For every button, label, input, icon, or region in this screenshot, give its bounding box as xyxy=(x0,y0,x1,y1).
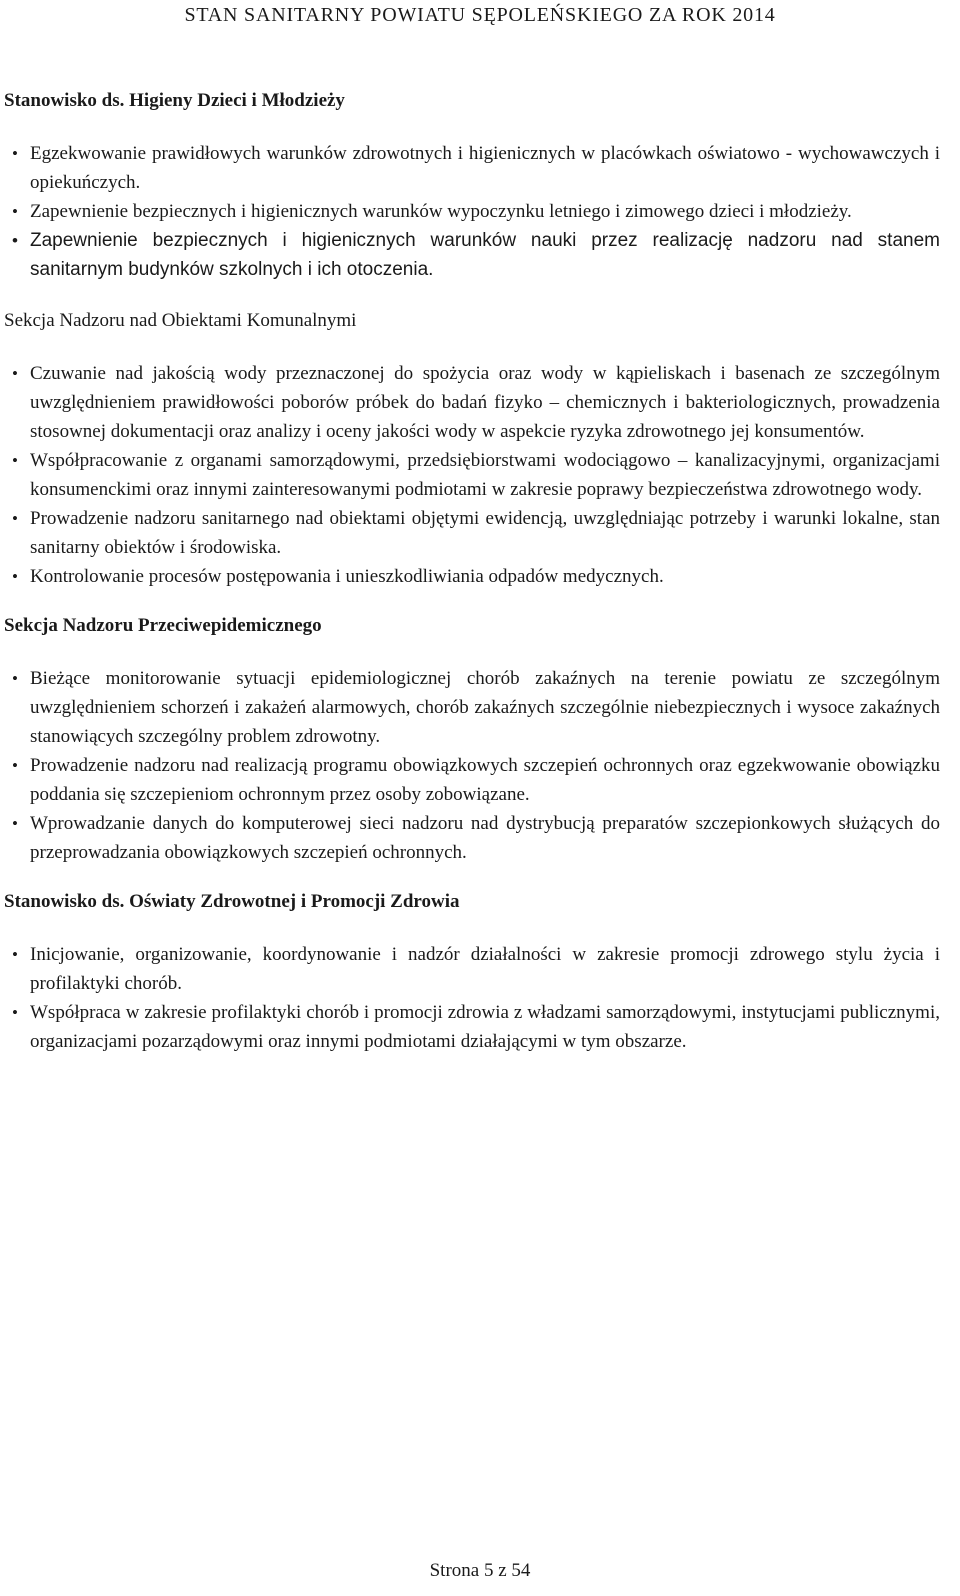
section-title: Stanowisko ds. Higieny Dzieci i Młodzieży xyxy=(4,90,345,111)
bullet-icon: • xyxy=(12,144,18,163)
bullet-icon: • xyxy=(12,945,18,964)
list-item: • Kontrolowanie procesów postępowania i unieszkodliwiania odpadów medycznych. xyxy=(4,562,940,591)
section-higiena-dzieci xyxy=(4,86,940,284)
section-przeciwepidemiczny xyxy=(4,611,940,867)
list-item: • Prowadzenie nadzoru sanitarnego nad obiektami objętymi ewidencją, uwzględniając potrzeby i warunki lokalne, stan sanitarny obiektów i środowiska. xyxy=(4,504,940,562)
bullet-list xyxy=(4,940,940,1056)
list-item: • Egzekwowanie prawidłowych warunków zdrowotnych i higienicznych w placówkach oświatowo - wychowawczych i opiekuńczych. xyxy=(4,139,940,197)
document-body xyxy=(4,86,940,1070)
list-item: • Współpraca w zakresie profilaktyki chorób i promocji zdrowia z władzami samorządowymi, instytucjami publicznymi, organizacjami pozarządowymi oraz innymi podmiotami działającymi w tym obszarze. xyxy=(4,998,940,1056)
bullet-icon: • xyxy=(12,669,18,688)
list-item: • Czuwanie nad jakością wody przeznaczonej do spożycia oraz wody w kąpieliskach i basenach ze szczególnym uwzględnieniem prawidłowości poborów próbek do badań fizyko – chemicznych i bakteriologicznych, prowadzenia stosownej dokumentacji oraz analizy i oceny jakości wody w aspekcie ryzyka zdrowotnego jej konsumentów. xyxy=(4,359,940,446)
list-item: • Współpracowanie z organami samorządowymi, przedsiębiorstwami wodociągowo – kanalizacyjnymi, organizacjami konsumenckimi oraz innymi zainteresowanymi podmiotami w zakresie poprawy bezpieczeństwa zdrowotnego wody. xyxy=(4,446,940,504)
bullet-icon: • xyxy=(12,1003,18,1022)
bullet-icon: • xyxy=(12,567,18,586)
bullet-list xyxy=(4,226,940,284)
section-title: Sekcja Nadzoru Przeciwepidemicznego xyxy=(4,615,322,636)
list-item: • Zapewnienie bezpiecznych i higienicznych warunków nauki przez realizację nadzoru nad stanem sanitarnym budynków szkolnych i ich otoczenia. xyxy=(4,226,940,284)
page-number: Strona 5 z 54 xyxy=(429,1560,531,1581)
bullet-list xyxy=(4,359,940,591)
section-oswiata-zdrowotna xyxy=(4,887,940,1056)
list-item: • Prowadzenie nadzoru nad realizacją programu obowiązkowych szczepień ochronnych oraz egzekwowanie obowiązku poddania się szczepieniom ochronnym przez osoby zobowiązane. xyxy=(4,751,940,809)
bullet-list xyxy=(4,139,940,226)
bullet-icon: • xyxy=(12,814,18,833)
bullet-icon: • xyxy=(12,451,18,470)
section-title: Stanowisko ds. Oświaty Zdrowotnej i Promocji Zdrowia xyxy=(4,891,460,912)
section-title: Sekcja Nadzoru nad Obiektami Komunalnymi xyxy=(4,310,357,331)
list-item: • Wprowadzanie danych do komputerowej sieci nadzoru nad dystrybucją preparatów szczepionkowych służących do przeprowadzania obowiązkowych szczepień ochronnych. xyxy=(4,809,940,867)
bullet-icon: • xyxy=(12,231,18,250)
section-obiekty-komunalne xyxy=(4,306,940,591)
bullet-icon: • xyxy=(12,202,18,221)
list-item: • Zapewnienie bezpiecznych i higienicznych warunków wypoczynku letniego i zimowego dzieci i młodzieży. xyxy=(4,197,940,226)
list-item: • Inicjowanie, organizowanie, koordynowanie i nadzór działalności w zakresie promocji zdrowego stylu życia i profilaktyki chorób. xyxy=(4,940,940,998)
page-header: STAN SANITARNY POWIATU SĘPOLEŃSKIEGO ZA ROK 2014 xyxy=(184,4,776,26)
list-item: • Bieżące monitorowanie sytuacji epidemiologicznej chorób zakaźnych na terenie powiatu ze szczególnym uwzględnieniem schorzeń i zakażeń alarmowych, chorób zakaźnych szczególnie niebezpiecznych i wysoce zakaźnych stanowiących szczególny problem zdrowotny. xyxy=(4,664,940,751)
bullet-icon: • xyxy=(12,756,18,775)
bullet-icon: • xyxy=(12,364,18,383)
bullet-icon: • xyxy=(12,509,18,528)
bullet-list xyxy=(4,664,940,867)
